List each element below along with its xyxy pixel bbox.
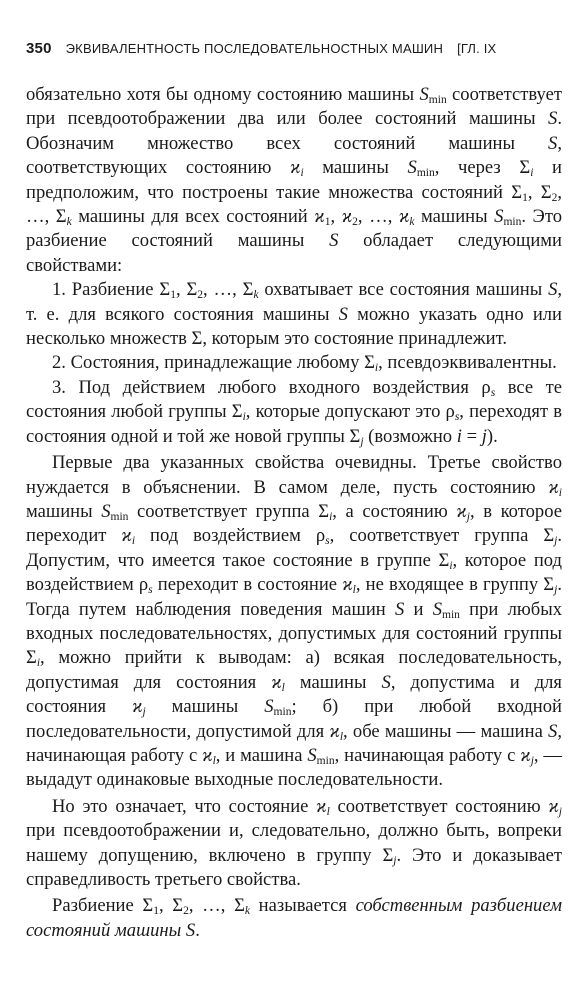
property-3: 3. Под действием любого входного воздействия $\rho_s$ все те состояния любой группы $\Sigma_i$, которые допускают это $\rho_s$, переходят в состояния одной и той же новой группы $\Sigma_j$ (возможно i = j). bbox=[26, 376, 562, 448]
running-header bbox=[26, 40, 562, 57]
running-title: ЭКВИВАЛЕНТНОСТЬ ПОСЛЕДОВАТЕЛЬНОСТНЫХ МАШИН bbox=[65, 41, 444, 56]
paragraph-definition: Разбиение $\Sigma_1$, $\Sigma_2$, …, $\Sigma_k$ называется собственным разбиением состояний машины S. bbox=[26, 895, 562, 941]
paragraph-explanation: Первые два указанных свойства очевидны. Третье свойство нуждается в объяснении. В самом деле, пусть состоянию $ϰ_i$ машины $S_{min}$ соответствует группа $\Sigma_i$, а состоянию $ϰ_j$, в которое переходит $ϰ_i$ под воздействием $\rho_s$, соответствует группа $\Sigma_j$. Допустим, что имеется такое состояние в группе $\Sigma_i$, которое под воздействием $\rho_s$ переходит в состояние $ϰ_l$, не входящее в группу $\Sigma_j$. Тогда путем наблюдения поведения машин S и $S_{min}$ при любых входных последовательностях, допустимых для состояний группы $\Sigma_i$, можно прийти к выводам: а) всякая последовательность, допустимая для состояния $ϰ_l$ машины S, допустима и для состояния $ϰ_j$ машины $S_{min}$; б) при любой входной последовательности, допустимой для $ϰ_l$, обе машины — машина S, начинающая работу с $ϰ_l$, и машина $S_{min}$, начинающая работу с $ϰ_j$, — выдадут одинаковые выходные последовательности. bbox=[26, 452, 563, 791]
paragraph-continuation: обязательно хотя бы одному состоянию машины $S_{min}$ соответствует при псевдоотображении два или более состояний машины S. Обозначим множество всех состояний машины S, соответствующих состоянию $ϰ_i$ машины $S_{min}$, через $\Sigma_i$ и предположим, что построены такие множества состояний $\Sigma_1$, $\Sigma_2$, …, $\Sigma_k$ машины для всех состояний $ϰ_1$, $ϰ_2$, …, $ϰ_k$ машины $S_{min}$. Это разбиение состояний машины S обладает следующими свойствами: bbox=[26, 84, 562, 276]
paragraph-conclusion: Но это означает, что состояние $ϰ_l$ соответствует состоянию $ϰ_j$ при псевдоотображении и, следовательно, должно быть, вопреки нашему допущению, включено в группу $\Sigma_j$. Это и доказывает справедливость третьего свойства. bbox=[26, 795, 562, 890]
property-1: 1. Разбиение $\Sigma_1$, $\Sigma_2$, …, $\Sigma_k$ охватывает все состояния машины S, т. е. для всякого состояния машины S можно указать одно или несколько множеств Σ, которым это состояние принадлежит. bbox=[26, 279, 563, 350]
body-text bbox=[26, 83, 562, 943]
page-number: 350 bbox=[26, 40, 52, 57]
property-2: 2. Состояния, принадлежащие любому $\Sigma_i$, псевдоэквивалентны. bbox=[52, 352, 557, 375]
chapter-label: [ГЛ. IX bbox=[457, 41, 497, 56]
